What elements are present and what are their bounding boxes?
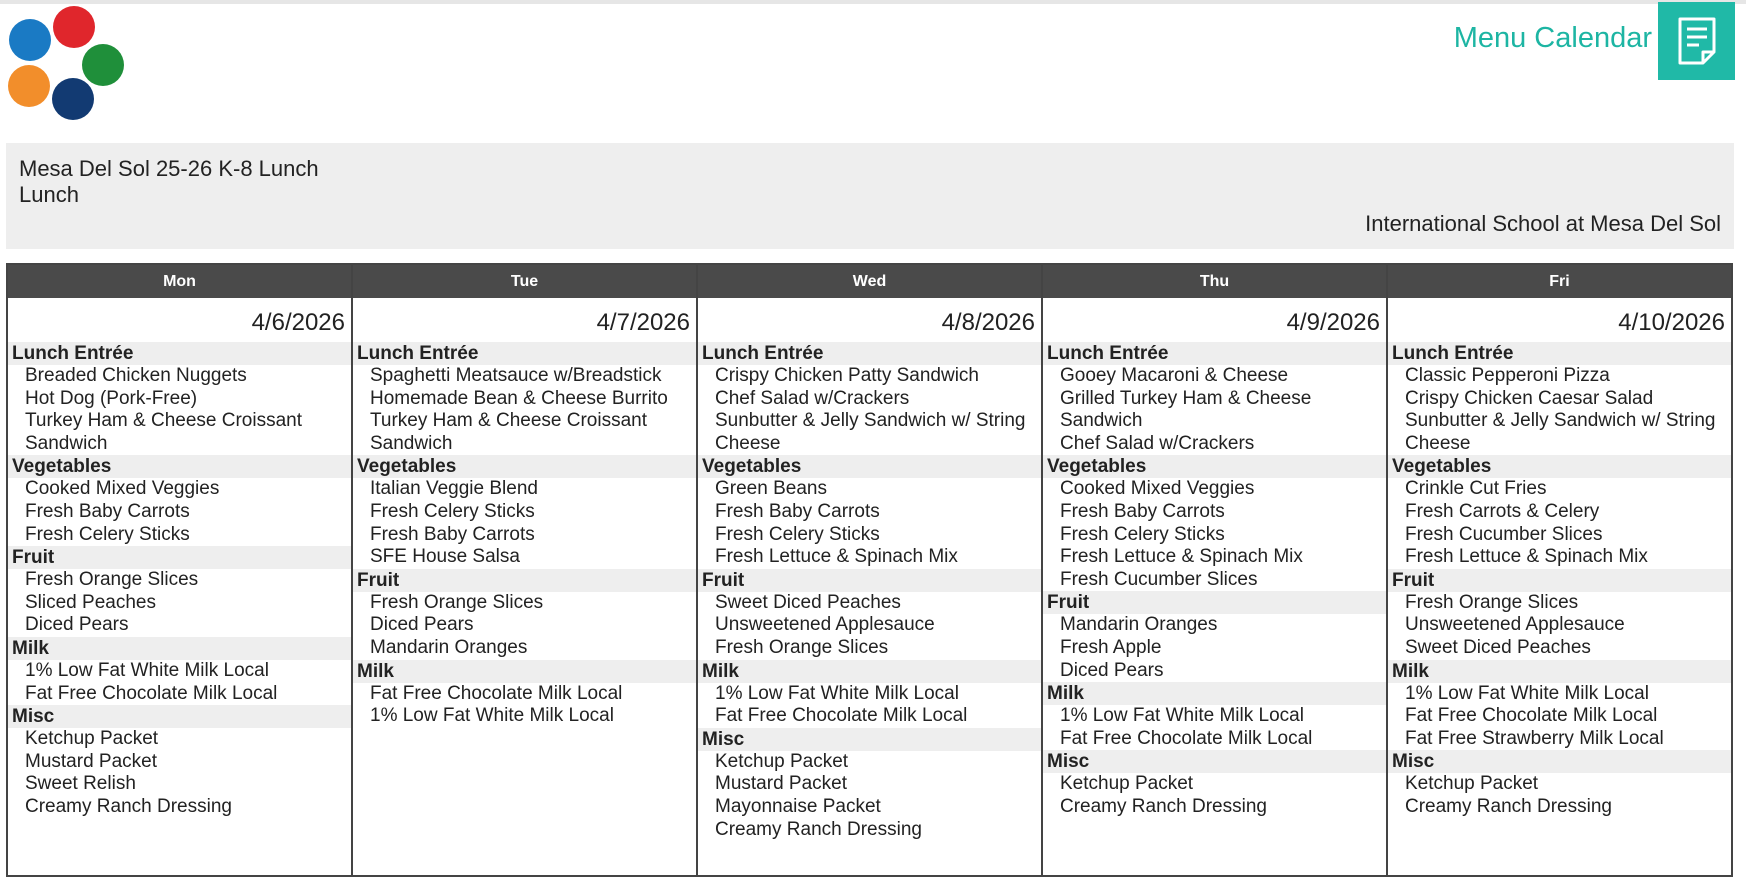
day-date: 4/6/2026 [251,309,345,336]
category-heading: Fruit [1388,569,1731,592]
day-header: Mon [8,265,351,298]
menu-item: Fresh Celery Sticks [370,500,535,522]
menu-item: Creamy Ranch Dressing [1060,795,1267,817]
menu-item: Classic Pepperoni Pizza [1405,365,1610,386]
menu-item: Mayonnaise Packet [715,795,881,817]
menu-item: Turkey Ham & Cheese Croissant Sandwich [370,410,648,454]
category-heading: Fruit [8,546,351,569]
menu-item: Fresh Lettuce & Spinach Mix [715,546,958,568]
menu-item: Fresh Orange Slices [1405,591,1579,613]
menu-item: Fresh Baby Carrots [25,500,190,522]
day-column-thu [1041,265,1386,875]
menu-item: SFE House Salsa [370,546,520,568]
day-column-mon [8,265,351,875]
day-header: Thu [1043,265,1386,298]
day-header: Wed [698,265,1041,298]
menu-item: Turkey Ham & Cheese Croissant Sandwich [25,410,303,454]
menu-item: Sunbutter & Jelly Sandwich w/ String Cheese [1405,410,1716,454]
menu-item: Fat Free Chocolate Milk Local [715,705,968,727]
category-heading: Misc [1043,750,1386,773]
district-logo [4,4,124,119]
category-heading: Misc [1388,750,1731,773]
menu-item: Mandarin Oranges [370,636,528,658]
menu-item: Crispy Chicken Caesar Salad [1405,387,1654,409]
menu-item: Gooey Macaroni & Cheese [1060,365,1289,386]
menu-item: Fresh Orange Slices [370,591,544,613]
menu-item: Ketchup Packet [715,750,849,772]
weekly-menu-calendar [6,263,1733,877]
menu-item: Fat Free Chocolate Milk Local [1060,727,1313,749]
menu-item: Fresh Cucumber Slices [1060,568,1258,590]
menu-item: 1% Low Fat White Milk Local [715,682,959,704]
category-heading: Lunch Entrée [1043,342,1386,365]
menu-info-band [6,143,1734,249]
menu-name: Mesa Del Sol 25-26 K-8 Lunch [19,156,319,181]
menu-item: Fat Free Chocolate Milk Local [25,682,278,704]
menu-item: Fresh Cucumber Slices [1405,523,1603,545]
menu-item: Chef Salad w/Crackers [715,387,910,409]
category-heading: Lunch Entrée [698,342,1041,365]
day-date: 4/9/2026 [1286,309,1380,336]
menu-document-icon[interactable] [1658,2,1735,80]
logo-dot-blue [9,19,51,61]
menu-item: Creamy Ranch Dressing [25,795,232,817]
menu-item: Mustard Packet [25,750,157,772]
menu-item: Fat Free Chocolate Milk Local [1405,705,1658,727]
menu-item: Breaded Chicken Nuggets [25,365,247,386]
category-heading: Misc [8,705,351,728]
menu-item: Fresh Lettuce & Spinach Mix [1405,546,1648,568]
menu-item: Mandarin Oranges [1060,614,1218,636]
menu-item: Grilled Turkey Ham & Cheese Sandwich [1060,387,1312,432]
category-heading: Vegetables [1388,455,1731,478]
menu-item: 1% Low Fat White Milk Local [1060,705,1304,727]
menu-item: Crispy Chicken Patty Sandwich [715,365,979,386]
day-header: Tue [353,265,696,298]
category-heading: Milk [353,660,696,683]
day-date: 4/7/2026 [596,309,690,336]
menu-item: Ketchup Packet [1405,773,1539,795]
day-header: Fri [1388,265,1731,298]
menu-item: Diced Pears [1060,659,1164,681]
meal-type: Lunch [19,182,79,207]
menu-item: Unsweetened Applesauce [715,614,935,636]
menu-item: Hot Dog (Pork-Free) [25,387,198,409]
menu-item: Sweet Diced Peaches [715,591,901,613]
category-heading: Milk [1043,682,1386,705]
category-heading: Vegetables [1043,455,1386,478]
menu-item: Diced Pears [370,614,474,636]
day-date: 4/10/2026 [1618,309,1725,336]
menu-item: Creamy Ranch Dressing [1405,795,1612,817]
menu-item: Mustard Packet [715,773,847,795]
category-heading: Vegetables [698,455,1041,478]
menu-item: Fresh Celery Sticks [25,523,190,545]
menu-item: Sweet Relish [25,773,136,795]
top-rule [0,0,1746,4]
category-heading: Milk [698,660,1041,683]
category-heading: Milk [1388,660,1731,683]
category-heading: Lunch Entrée [353,342,696,365]
logo-dot-navy [52,78,94,120]
menu-item: Creamy Ranch Dressing [715,818,922,840]
logo-dot-orange [8,65,50,107]
menu-item: Sliced Peaches [25,591,156,613]
menu-item: Sweet Diced Peaches [1405,636,1591,658]
category-heading: Vegetables [8,455,351,478]
menu-item: Unsweetened Applesauce [1405,614,1625,636]
menu-item: Diced Pears [25,614,129,636]
page-title: Menu Calendar [1453,22,1652,54]
day-column-tue [351,265,696,875]
menu-item: 1% Low Fat White Milk Local [25,659,269,681]
day-date: 4/8/2026 [941,309,1035,336]
menu-item: Ketchup Packet [25,728,159,750]
document-icon-svg [1674,16,1720,66]
menu-item: Fresh Apple [1060,636,1162,658]
menu-item: Chef Salad w/Crackers [1060,432,1255,454]
category-heading: Lunch Entrée [1388,342,1731,365]
menu-item: Fresh Lettuce & Spinach Mix [1060,546,1303,568]
category-heading: Misc [698,728,1041,751]
logo-dot-green [82,44,124,86]
school-name: International School at Mesa Del Sol [1365,211,1721,236]
menu-item: Fresh Orange Slices [25,569,199,591]
menu-item: Fat Free Chocolate Milk Local [370,682,623,704]
menu-item: Cooked Mixed Veggies [1060,478,1255,500]
menu-item: Fresh Celery Sticks [715,523,880,545]
menu-item: Fresh Baby Carrots [715,500,880,522]
menu-item: Cooked Mixed Veggies [25,478,220,500]
category-heading: Fruit [1043,591,1386,614]
menu-item: Green Beans [715,478,827,500]
category-heading: Milk [8,637,351,660]
category-heading: Lunch Entrée [8,342,351,365]
menu-item: Homemade Bean & Cheese Burrito [370,387,668,409]
category-heading: Fruit [353,569,696,592]
menu-item: Spaghetti Meatsauce w/Breadstick [370,365,662,386]
day-column-fri [1386,265,1731,875]
category-heading: Vegetables [353,455,696,478]
menu-item: Italian Veggie Blend [370,478,538,500]
logo-dot-red [53,6,95,48]
menu-item: Ketchup Packet [1060,773,1194,795]
menu-item: 1% Low Fat White Milk Local [370,705,614,727]
menu-item: Fresh Baby Carrots [1060,500,1225,522]
menu-item: Fresh Celery Sticks [1060,523,1225,545]
menu-item: Fresh Orange Slices [715,636,889,658]
menu-item: Sunbutter & Jelly Sandwich w/ String Cheese [715,410,1026,454]
menu-item: 1% Low Fat White Milk Local [1405,682,1649,704]
menu-item: Fresh Baby Carrots [370,523,535,545]
menu-item: Crinkle Cut Fries [1405,478,1547,500]
day-column-wed [696,265,1041,875]
menu-item: Fat Free Strawberry Milk Local [1405,727,1664,749]
category-heading: Fruit [698,569,1041,592]
menu-item: Fresh Carrots & Celery [1405,500,1600,522]
